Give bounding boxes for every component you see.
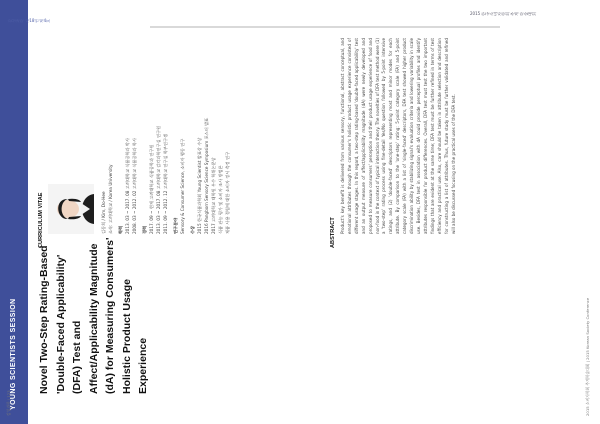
session-label: YOUNG SCIENTISTS SESSION (10, 298, 17, 410)
right-tag-text: 2015 한국소비자학회 추계 학술대회 (470, 11, 536, 16)
right-tag (450, 0, 600, 20)
cv-education-item: 2008. 03 ~ 2012. 02 고려대학교 식품공학과 학사 (132, 137, 137, 234)
cv-career-label: 경력 (142, 225, 147, 234)
cv-award-item: 2015 한국식품과학회 Young Scientist 발표상 수상 (197, 137, 202, 234)
cv-field-label: 연구분야 (173, 217, 178, 234)
cv-career-item: 2011. 09 ~ 2012. 12 고려대학교 연구실 학부연구생 (163, 133, 168, 234)
author-portrait-image (48, 184, 94, 234)
abstract-text: Product's key benefit is delivered from various sensory, functional, abstract conceptual, and emotional attributes through the consumer's holistic product usage experience consisted of different usage stages. In this regard, a two-step rating-based 'double-faced applicability' test and an output measure of affect/applicability magnitude (dA) were newly developed and proposed to measure consumers' perception and their product usage experience of food and non-food in the context of typical interaction theory. The novelties of DFA test method were (1) a 'two-step' rating process using fine-detail Yes/No question followed by 5-point intensive ratings, and (2) 'double-faced' descriptors representing most and minor modes for each attribute. By comparison to the 'one-step' rating: 5-point category scale (FA) and 5-point category scale (FA) with a list of 'single-faced' descriptors, DFA test showed higher product discrimination ability by stabilizing signal's evaluation criteria and lowering variability in scale use. Besides, DFA test in association with dA could provide perceptual profiles and identify attributes responsible for product differences. Overall, DFA test must test the two important findings that are evident at the same time; DFA test must be further refined in terms of test efficiency and practical use. Also, care should be taken in attribute selection and description for constructing a list of attributes. Thus, future study must be further validated and refined will also be discussed focusing on the practical uses of the DFA test. (340, 38, 456, 234)
page-footer: 2015 소비자학회 추계학술대회 | 2015 Korean Society Conference (585, 297, 590, 416)
cv-name: 김동희 / Kim, Do-Hee (101, 191, 106, 234)
cv-career-item: 2013. 03 ~ 2017. 08 고려대학교 감각과학연구실 연구원 (156, 125, 161, 234)
cv-heading: CURRICULUM VITAE (38, 192, 44, 248)
cv-education-label: 학력 (118, 225, 123, 234)
cv-career-item: 2017. 09 ~ 현재 고려대학교 식품공학과 연구원 (149, 144, 154, 234)
author-photo (48, 184, 94, 234)
cv-award-label: 수상 (190, 225, 195, 234)
cv-note-item: 제품 사용 경험에 대한 소비자 정서 측정 연구 (225, 151, 230, 234)
cv-affiliation: 소속: 고려대학교 / Korea University (108, 164, 113, 234)
cv-award-item: 2016 Pangborn Sensory Science Symposium 포스터 발표 (204, 117, 209, 234)
cv-note-item: 식품 관능 평가 및 소비자 조사 방법론 (218, 165, 223, 234)
cv-education-item: 2013. 03 ~ 2017. 08 고려대학교 식품공학과 박사 (125, 137, 130, 234)
right-running-head: 감성과학 제18권 제4호 (8, 18, 51, 23)
right-divider (150, 26, 500, 28)
cv-body (100, 34, 231, 234)
page-number: 감성과학 | 123 (6, 390, 11, 416)
abstract-heading: ABSTRACT (330, 217, 336, 248)
cv-award-item: 2017 고려대학교 대학원 우수 학위논문상 (211, 157, 216, 234)
cv-field-item: Sensory & Consumer Science, 소비자 행동 연구 (180, 138, 185, 234)
paper-title: Novel Two-Step Rating-Based 'Double-Faced Applicability' (DFA) Test and Affect/Applicability Magnitude (dA) for Measuring Consumers' Holistic Product Usage Experience (38, 237, 149, 394)
